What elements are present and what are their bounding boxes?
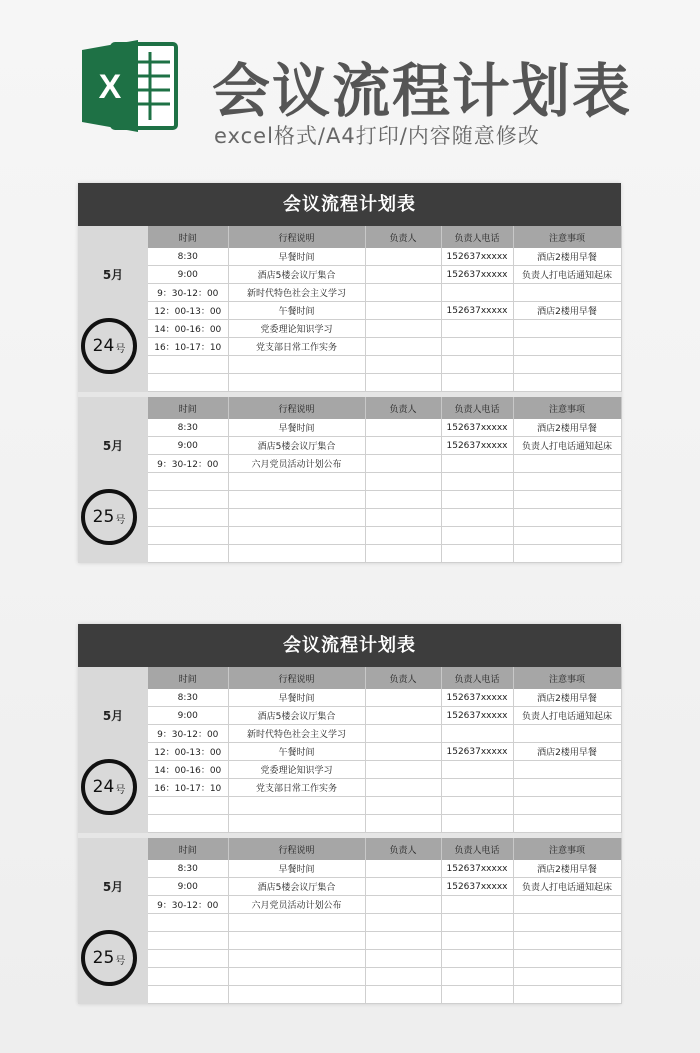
- day-block: [78, 833, 621, 1004]
- table-cell[interactable]: [228, 797, 365, 815]
- month-label: 5月: [102, 439, 124, 453]
- table-cell[interactable]: [441, 932, 513, 950]
- table-cell[interactable]: [228, 509, 365, 527]
- table-row: [148, 374, 621, 392]
- month-label: 5月: [102, 268, 124, 282]
- table-row: [148, 455, 621, 473]
- table-cell[interactable]: [365, 419, 441, 437]
- column-header: 负责人: [365, 397, 441, 419]
- table-row: [148, 932, 621, 950]
- table-cell[interactable]: [513, 527, 621, 545]
- table-cell[interactable]: [513, 284, 621, 302]
- table-row: [148, 527, 621, 545]
- table-cell[interactable]: [228, 374, 365, 392]
- table-cell[interactable]: [441, 527, 513, 545]
- table-cell[interactable]: [365, 761, 441, 779]
- table-row: [148, 509, 621, 527]
- table-cell[interactable]: 负责人打电话通知起床: [513, 878, 621, 896]
- table-cell[interactable]: [365, 491, 441, 509]
- excel-icon: [82, 40, 180, 132]
- table-cell[interactable]: 负责人打电话通知起床: [513, 266, 621, 284]
- table-cell[interactable]: 152637xxxxx: [441, 860, 513, 878]
- table-cell[interactable]: [441, 455, 513, 473]
- table-cell[interactable]: [441, 338, 513, 356]
- table-cell[interactable]: 午餐时间: [228, 302, 365, 320]
- table-row: [148, 950, 621, 968]
- table-row: [148, 338, 621, 356]
- table-cell[interactable]: 9:00: [148, 707, 228, 725]
- table-cell[interactable]: 酒店5楼会议厅集合: [228, 707, 365, 725]
- table-cell[interactable]: 152637xxxxx: [441, 707, 513, 725]
- table-cell[interactable]: [365, 545, 441, 563]
- table-cell[interactable]: [148, 968, 228, 986]
- column-header: 负责人: [365, 838, 441, 860]
- sheet-title: 会议流程计划表: [78, 624, 621, 667]
- day-suffix: 号: [115, 956, 126, 967]
- table-cell[interactable]: [365, 986, 441, 1004]
- table-cell[interactable]: [148, 914, 228, 932]
- table-cell[interactable]: [441, 284, 513, 302]
- table-cell[interactable]: [365, 968, 441, 986]
- table-cell[interactable]: [513, 320, 621, 338]
- table-cell[interactable]: 早餐时间: [228, 860, 365, 878]
- table-cell[interactable]: [365, 284, 441, 302]
- date-column: [78, 397, 148, 563]
- table-cell[interactable]: 早餐时间: [228, 419, 365, 437]
- schedule-table: [148, 838, 622, 1004]
- table-cell[interactable]: [148, 527, 228, 545]
- table-row: [148, 878, 621, 896]
- table-cell[interactable]: [365, 725, 441, 743]
- table-row: [148, 284, 621, 302]
- table-cell[interactable]: 8:30: [148, 860, 228, 878]
- page-header: [0, 0, 700, 180]
- table-cell[interactable]: [441, 986, 513, 1004]
- table-cell[interactable]: 午餐时间: [228, 743, 365, 761]
- table-cell[interactable]: [513, 356, 621, 374]
- table-cell[interactable]: 152637xxxxx: [441, 248, 513, 266]
- table-cell[interactable]: 党支部日常工作实务: [228, 779, 365, 797]
- column-header: 负责人电话: [441, 397, 513, 419]
- table-row: [148, 797, 621, 815]
- column-header: 负责人: [365, 667, 441, 689]
- day-circle: [81, 318, 137, 374]
- table-cell[interactable]: [228, 545, 365, 563]
- table-cell[interactable]: [513, 968, 621, 986]
- column-header: 注意事项: [513, 667, 621, 689]
- column-header: 行程说明: [228, 397, 365, 419]
- table-cell[interactable]: 9：30-12：00: [148, 725, 228, 743]
- table-cell[interactable]: [513, 950, 621, 968]
- table-cell[interactable]: [441, 356, 513, 374]
- table-cell[interactable]: [441, 797, 513, 815]
- table-row: [148, 815, 621, 833]
- day-suffix: 号: [115, 515, 126, 526]
- table-cell[interactable]: [513, 779, 621, 797]
- table-cell[interactable]: [365, 896, 441, 914]
- table-row: [148, 761, 621, 779]
- table-cell[interactable]: [441, 491, 513, 509]
- table-row: [148, 356, 621, 374]
- column-header: 时间: [148, 226, 228, 248]
- table-cell[interactable]: [513, 761, 621, 779]
- table-cell[interactable]: [148, 491, 228, 509]
- table-cell[interactable]: [513, 374, 621, 392]
- table-row: [148, 725, 621, 743]
- month-label: 5月: [102, 880, 124, 894]
- table-cell[interactable]: 新时代特色社会主义学习: [228, 725, 365, 743]
- day-number: 24: [92, 777, 115, 797]
- table-cell[interactable]: [148, 950, 228, 968]
- table-cell[interactable]: [148, 932, 228, 950]
- table-cell[interactable]: 8:30: [148, 689, 228, 707]
- table-cell[interactable]: 152637xxxxx: [441, 437, 513, 455]
- table-cell[interactable]: 14：00-16：00: [148, 320, 228, 338]
- schedule-sheet: [78, 183, 621, 563]
- table-cell[interactable]: 酒店5楼会议厅集合: [228, 878, 365, 896]
- column-header: 行程说明: [228, 838, 365, 860]
- day-block: [78, 392, 621, 563]
- table-cell[interactable]: 新时代特色社会主义学习: [228, 284, 365, 302]
- table-cell[interactable]: [365, 707, 441, 725]
- table-cell[interactable]: 16：10-17：10: [148, 338, 228, 356]
- table-row: [148, 437, 621, 455]
- date-column: [78, 667, 148, 833]
- table-cell[interactable]: [365, 689, 441, 707]
- table-cell[interactable]: 酒店2楼用早餐: [513, 689, 621, 707]
- table-row: [148, 743, 621, 761]
- table-header-row: [148, 838, 621, 860]
- column-header: 行程说明: [228, 226, 365, 248]
- table-cell[interactable]: [148, 356, 228, 374]
- day-circle: [81, 759, 137, 815]
- table-row: [148, 302, 621, 320]
- table-cell[interactable]: [365, 248, 441, 266]
- table-cell[interactable]: 党支部日常工作实务: [228, 338, 365, 356]
- table-cell[interactable]: [228, 527, 365, 545]
- table-cell[interactable]: [513, 914, 621, 932]
- table-row: [148, 248, 621, 266]
- table-cell[interactable]: [365, 914, 441, 932]
- table-cell[interactable]: 152637xxxxx: [441, 419, 513, 437]
- table-row: [148, 689, 621, 707]
- day-number: 25: [92, 948, 115, 968]
- table-header-row: [148, 667, 621, 689]
- table-cell[interactable]: [441, 914, 513, 932]
- table-cell[interactable]: [365, 860, 441, 878]
- table-cell[interactable]: [441, 725, 513, 743]
- table-cell[interactable]: [513, 797, 621, 815]
- excel-logo-letter: X: [98, 68, 122, 106]
- table-cell[interactable]: 早餐时间: [228, 689, 365, 707]
- table-cell[interactable]: [365, 878, 441, 896]
- table-cell[interactable]: [228, 914, 365, 932]
- schedule-sheet: [78, 624, 621, 1004]
- table-cell[interactable]: [365, 338, 441, 356]
- table-row: [148, 860, 621, 878]
- table-cell[interactable]: [228, 986, 365, 1004]
- schedule-table: [148, 667, 622, 833]
- table-cell[interactable]: [228, 356, 365, 374]
- table-row: [148, 473, 621, 491]
- table-cell[interactable]: 12：00-13：00: [148, 743, 228, 761]
- table-cell[interactable]: [441, 968, 513, 986]
- table-cell[interactable]: 酒店2楼用早餐: [513, 860, 621, 878]
- day-number: 24: [92, 336, 115, 356]
- table-row: [148, 320, 621, 338]
- table-cell[interactable]: 酒店2楼用早餐: [513, 743, 621, 761]
- table-cell[interactable]: 9：30-12：00: [148, 284, 228, 302]
- day-suffix: 号: [115, 785, 126, 796]
- table-cell[interactable]: [513, 815, 621, 833]
- table-cell[interactable]: [228, 491, 365, 509]
- table-cell[interactable]: [365, 302, 441, 320]
- table-cell[interactable]: [228, 950, 365, 968]
- column-header: 负责人: [365, 226, 441, 248]
- table-cell[interactable]: [365, 815, 441, 833]
- table-cell[interactable]: 负责人打电话通知起床: [513, 437, 621, 455]
- page-subtitle: excel格式/A4打印/内容随意修改: [214, 124, 540, 148]
- column-header: 时间: [148, 838, 228, 860]
- table-cell[interactable]: [365, 509, 441, 527]
- table-cell[interactable]: 党委理论知识学习: [228, 761, 365, 779]
- column-header: 负责人电话: [441, 667, 513, 689]
- table-cell[interactable]: [513, 473, 621, 491]
- column-header: 负责人电话: [441, 226, 513, 248]
- table-header-row: [148, 226, 621, 248]
- table-cell[interactable]: [513, 491, 621, 509]
- column-header: 注意事项: [513, 226, 621, 248]
- table-cell[interactable]: 酒店5楼会议厅集合: [228, 266, 365, 284]
- table-row: [148, 986, 621, 1004]
- column-header: 注意事项: [513, 838, 621, 860]
- table-cell[interactable]: [148, 473, 228, 491]
- table-cell[interactable]: [228, 968, 365, 986]
- table-cell[interactable]: [513, 725, 621, 743]
- table-cell[interactable]: [365, 473, 441, 491]
- table-cell[interactable]: [365, 437, 441, 455]
- table-cell[interactable]: [148, 509, 228, 527]
- table-cell[interactable]: 负责人打电话通知起床: [513, 707, 621, 725]
- table-cell[interactable]: [441, 779, 513, 797]
- column-header: 时间: [148, 667, 228, 689]
- day-number: 25: [92, 507, 115, 527]
- table-cell[interactable]: 党委理论知识学习: [228, 320, 365, 338]
- table-cell[interactable]: [513, 455, 621, 473]
- page-title: 会议流程计划表: [212, 57, 633, 125]
- table-cell[interactable]: 152637xxxxx: [441, 266, 513, 284]
- table-cell[interactable]: [148, 797, 228, 815]
- table-cell[interactable]: [365, 266, 441, 284]
- table-cell[interactable]: 152637xxxxx: [441, 689, 513, 707]
- table-cell[interactable]: [441, 374, 513, 392]
- table-cell[interactable]: [441, 320, 513, 338]
- table-cell[interactable]: 152637xxxxx: [441, 743, 513, 761]
- table-cell[interactable]: 152637xxxxx: [441, 302, 513, 320]
- table-cell[interactable]: [148, 815, 228, 833]
- table-cell[interactable]: [365, 797, 441, 815]
- table-cell[interactable]: [513, 545, 621, 563]
- table-cell[interactable]: [365, 779, 441, 797]
- table-cell[interactable]: 六月党员活动计划公布: [228, 455, 365, 473]
- schedule-table: [148, 226, 622, 392]
- table-cell[interactable]: 酒店2楼用早餐: [513, 419, 621, 437]
- table-cell[interactable]: [513, 986, 621, 1004]
- table-cell[interactable]: [228, 815, 365, 833]
- table-cell[interactable]: 8:30: [148, 248, 228, 266]
- day-suffix: 号: [115, 344, 126, 355]
- column-header: 负责人电话: [441, 838, 513, 860]
- table-cell[interactable]: 8:30: [148, 419, 228, 437]
- table-cell[interactable]: [441, 761, 513, 779]
- table-row: [148, 914, 621, 932]
- table-cell[interactable]: 9：30-12：00: [148, 896, 228, 914]
- day-block: [78, 667, 621, 833]
- table-cell[interactable]: [148, 986, 228, 1004]
- day-circle: [81, 489, 137, 545]
- table-cell[interactable]: [365, 356, 441, 374]
- table-cell[interactable]: [365, 455, 441, 473]
- month-label: 5月: [102, 709, 124, 723]
- schedule-table: [148, 397, 622, 563]
- table-cell[interactable]: [228, 473, 365, 491]
- table-cell[interactable]: [513, 896, 621, 914]
- table-cell[interactable]: [365, 950, 441, 968]
- table-cell[interactable]: [148, 545, 228, 563]
- table-cell[interactable]: [365, 320, 441, 338]
- table-header-row: [148, 397, 621, 419]
- table-cell[interactable]: [441, 950, 513, 968]
- table-cell[interactable]: 酒店2楼用早餐: [513, 302, 621, 320]
- sheet-title: 会议流程计划表: [78, 183, 621, 226]
- table-cell[interactable]: [441, 815, 513, 833]
- table-cell[interactable]: 酒店5楼会议厅集合: [228, 437, 365, 455]
- table-cell[interactable]: 14：00-16：00: [148, 761, 228, 779]
- table-cell[interactable]: [441, 509, 513, 527]
- table-cell[interactable]: 9:00: [148, 437, 228, 455]
- table-cell[interactable]: [441, 896, 513, 914]
- table-cell[interactable]: [365, 374, 441, 392]
- table-cell[interactable]: [365, 527, 441, 545]
- table-row: [148, 419, 621, 437]
- table-cell[interactable]: [441, 545, 513, 563]
- table-row: [148, 266, 621, 284]
- table-cell[interactable]: 152637xxxxx: [441, 878, 513, 896]
- table-cell[interactable]: 9：30-12：00: [148, 455, 228, 473]
- table-cell[interactable]: [513, 338, 621, 356]
- table-cell[interactable]: 9:00: [148, 266, 228, 284]
- day-circle: [81, 930, 137, 986]
- column-header: 注意事项: [513, 397, 621, 419]
- table-cell[interactable]: 六月党员活动计划公布: [228, 896, 365, 914]
- table-cell[interactable]: [365, 932, 441, 950]
- table-cell[interactable]: 12：00-13：00: [148, 302, 228, 320]
- table-row: [148, 545, 621, 563]
- table-row: [148, 491, 621, 509]
- column-header: 时间: [148, 397, 228, 419]
- table-row: [148, 968, 621, 986]
- table-cell[interactable]: [148, 374, 228, 392]
- date-column: [78, 226, 148, 392]
- table-row: [148, 707, 621, 725]
- table-cell[interactable]: [228, 932, 365, 950]
- column-header: 行程说明: [228, 667, 365, 689]
- table-cell[interactable]: [365, 743, 441, 761]
- table-cell[interactable]: [513, 932, 621, 950]
- table-cell[interactable]: 16：10-17：10: [148, 779, 228, 797]
- table-cell[interactable]: [513, 509, 621, 527]
- table-cell[interactable]: 酒店2楼用早餐: [513, 248, 621, 266]
- table-cell[interactable]: [441, 473, 513, 491]
- table-cell[interactable]: 早餐时间: [228, 248, 365, 266]
- table-row: [148, 896, 621, 914]
- table-cell[interactable]: 9:00: [148, 878, 228, 896]
- date-column: [78, 838, 148, 1004]
- day-block: [78, 226, 621, 392]
- table-row: [148, 779, 621, 797]
